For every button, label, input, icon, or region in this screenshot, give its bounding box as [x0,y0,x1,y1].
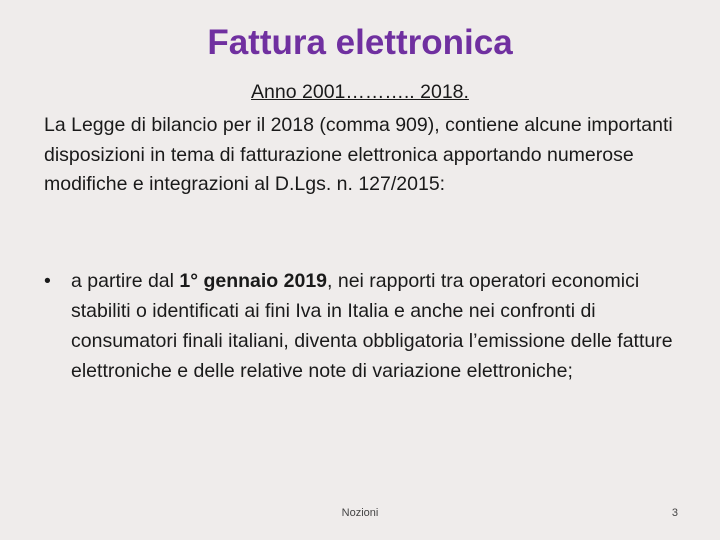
bullet-list [44,266,680,386]
intro-paragraph: La Legge di bilancio per il 2018 (comma 909), contiene alcune importanti disposizioni in tema di fatturazione elettronica apportando numerose modifiche e integrazioni al D.Lgs. n. 127/2015: [44,114,673,195]
slide-subtitle: Anno 2001……….. 2018. [251,81,469,103]
bullet-bold-date: 1° gennaio 2019 [179,270,328,292]
bullet-text-before: a partire dal [71,270,180,292]
bullet-text-after: , nei rapporti tra operatori economici stabiliti o identificati ai fini Iva in Italia e anche nei confronti di consumatori finali italiani, diventa obbligatoria l’emissione delle fatture elettroniche e delle relative note di variazione elettroniche; [71,270,673,382]
page-number: 3 [671,507,678,519]
bullet-item [44,266,680,386]
slide-title: Fattura elettronica [207,23,513,62]
footer-label: Nozioni [341,507,379,519]
bullet-marker: • [44,270,51,292]
